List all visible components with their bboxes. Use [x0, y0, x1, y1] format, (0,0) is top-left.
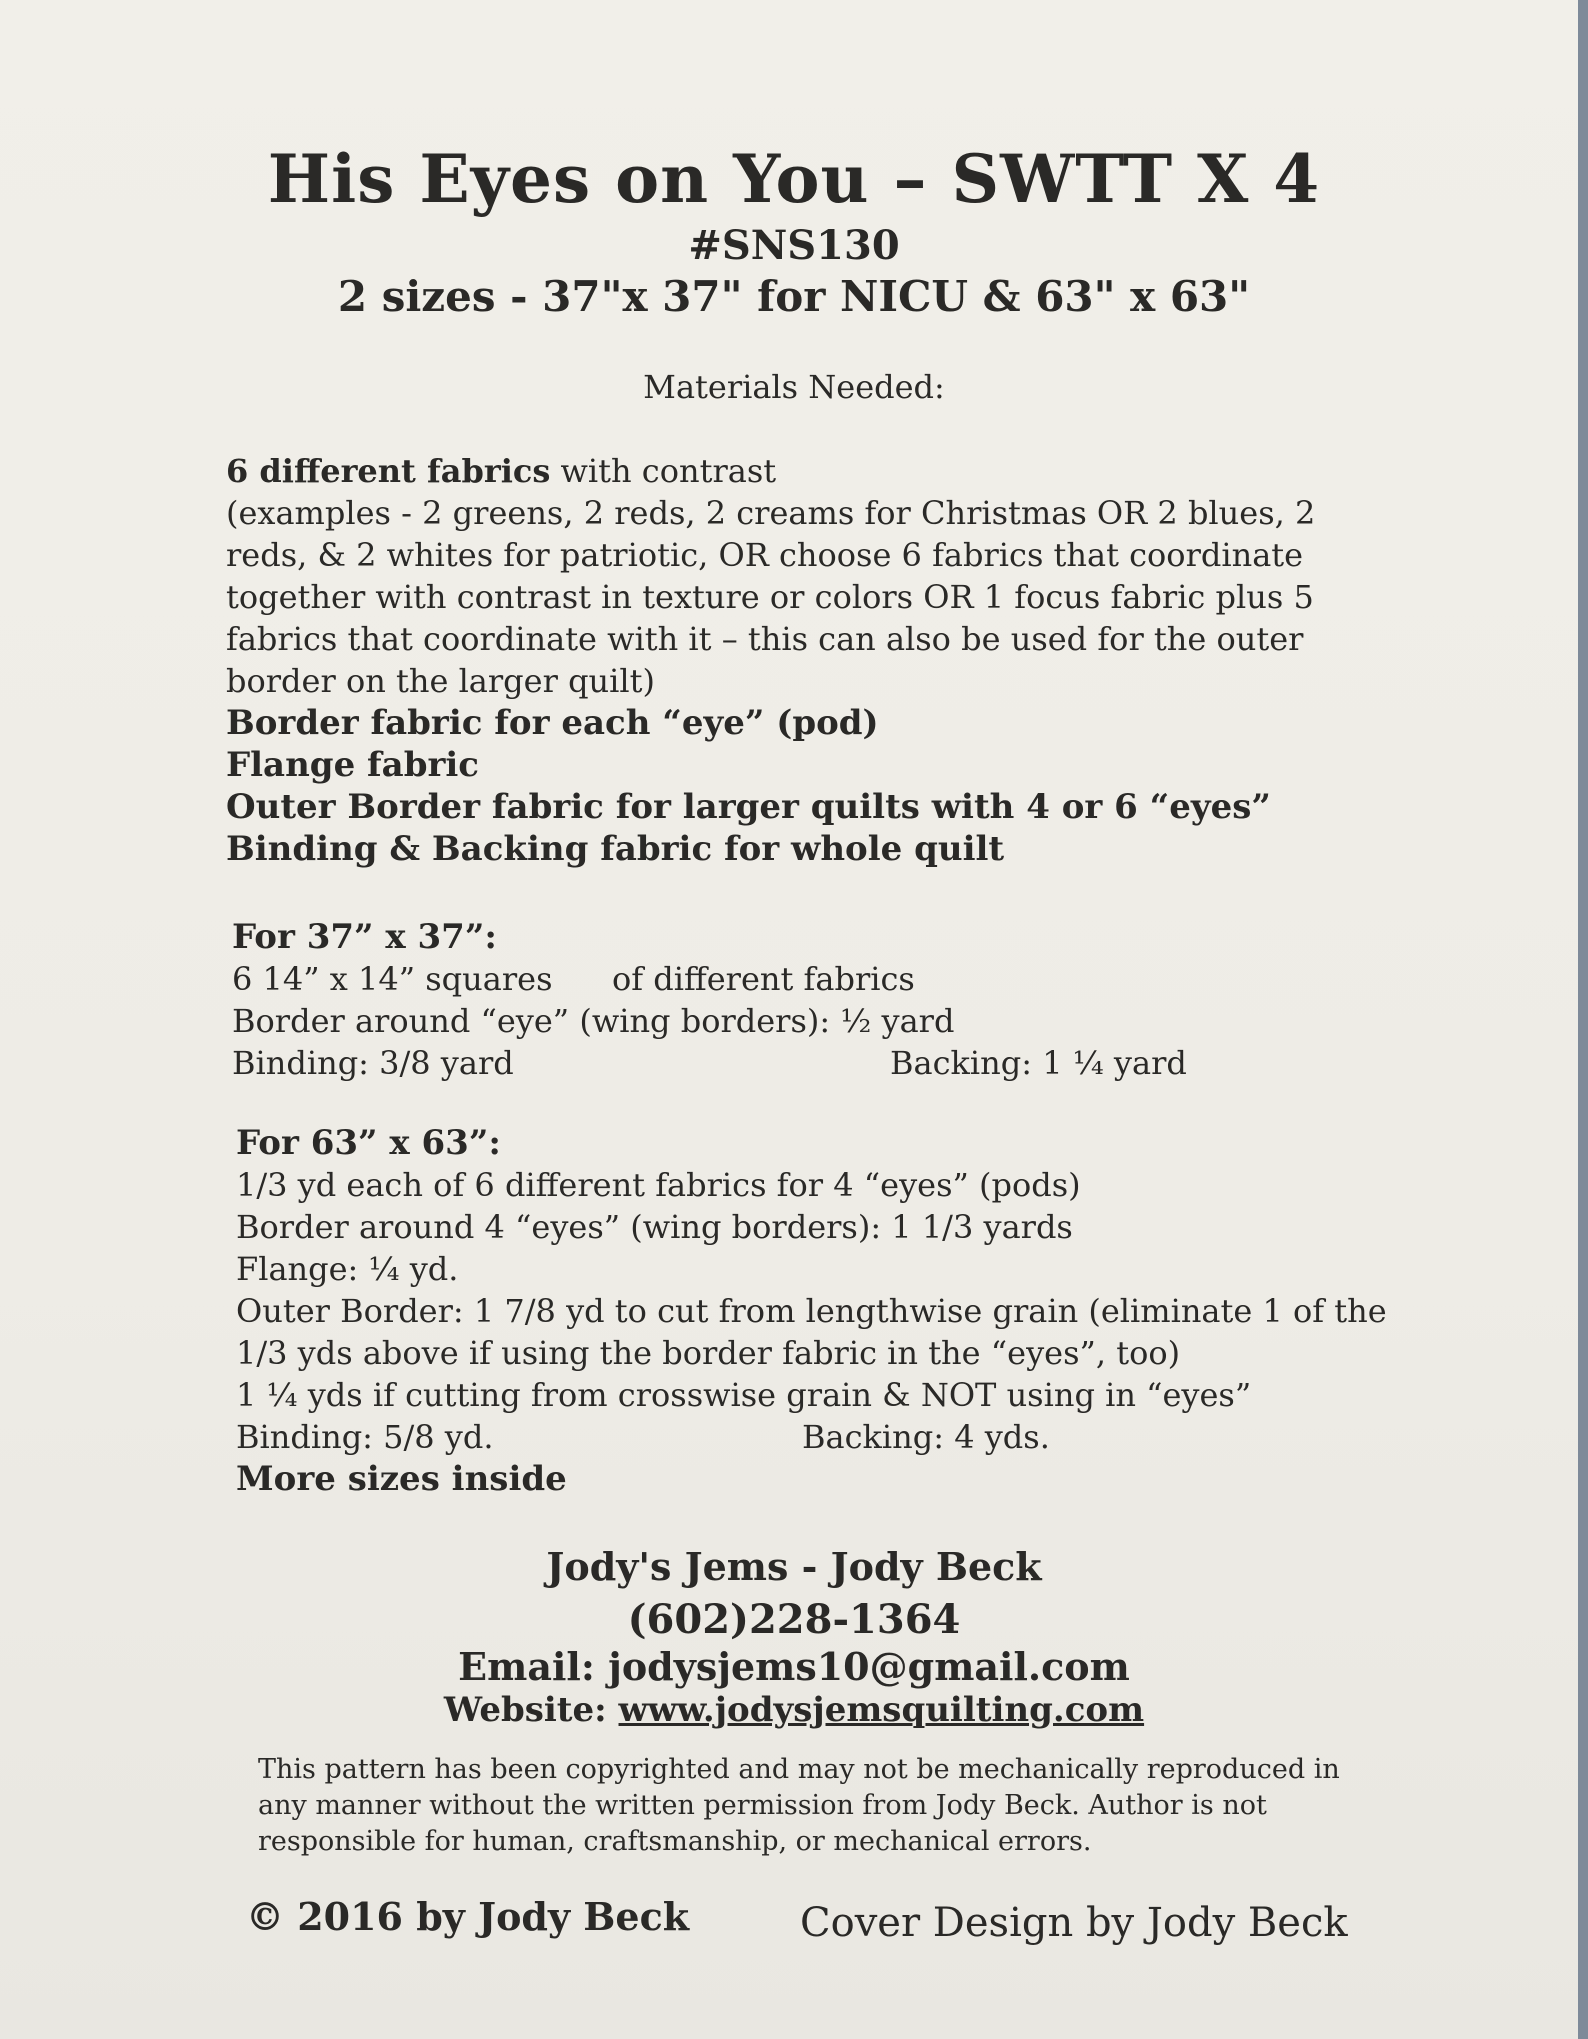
example-line: reds, & 2 whites for patriotic, OR choose 6 fabrics that coordinate [226, 536, 1304, 574]
section-heading: For 37” x 37”: [232, 917, 497, 957]
backing-text: Backing: 4 yds. [802, 1418, 1050, 1456]
binding-backing-row [236, 1416, 1396, 1458]
large-line: Outer Border: 1 7/8 yd to cut from lengthwise grain (eliminate 1 of the [236, 1292, 1387, 1330]
binding-backing-row [232, 1042, 1392, 1084]
fabrics-line [226, 450, 1386, 492]
large-line: Border around 4 “eyes” (wing borders): 1 1/3 yards [236, 1208, 1073, 1246]
email-address: Email: jodysjems10@gmail.com [458, 1644, 1130, 1689]
material-item: Border fabric for each “eye” (pod) [226, 703, 879, 743]
large-line: 1/3 yds above if using the border fabric in the “eyes”, too) [236, 1334, 1181, 1372]
border-line: Border around “eye” (wing borders): ½ yard [232, 1002, 955, 1040]
website-link[interactable]: www.jodysjemsquilting.com [618, 1690, 1145, 1730]
disclaimer-line: responsible for human, craftsmanship, or mechanical errors. [258, 1826, 1092, 1857]
size-summary: 2 sizes - 37"x 37" for NICU & 63" x 63" [337, 272, 1251, 321]
material-item: Outer Border fabric for larger quilts with 4 or 6 “eyes” [226, 787, 1271, 827]
copyright-disclaimer [258, 1752, 1368, 1860]
fabrics-bold: 6 different fabrics [226, 452, 551, 490]
materials-heading: Materials Needed: [643, 368, 945, 406]
large-size-section [236, 1122, 1396, 1500]
squares-text: 6 14” x 14” squares [232, 960, 553, 998]
large-line: Flange: ¼ yd. [236, 1250, 459, 1288]
large-line: 1/3 yd each of 6 different fabrics for 4 “eyes” (pods) [236, 1166, 1081, 1204]
phone-number: (602)228-1364 [627, 1596, 961, 1643]
designer-name: Jody's Jems - Jody Beck [546, 1544, 1042, 1589]
disclaimer-line: any manner without the written permission from Jody Beck. Author is not [258, 1790, 1267, 1821]
website-line [0, 1690, 1588, 1730]
small-size-section [232, 916, 1392, 1084]
binding-text: Binding: 3/8 yard [232, 1044, 514, 1082]
example-line: border on the larger quilt) [226, 662, 655, 700]
binding-text: Binding: 5/8 yd. [236, 1418, 494, 1456]
materials-list [226, 450, 1386, 870]
pattern-number: #SNS130 [688, 222, 900, 269]
cover-credit: Cover Design by Jody Beck [800, 1900, 1348, 1946]
disclaimer-line: This pattern has been copyrighted and may not be mechanically reproduced in [258, 1754, 1340, 1785]
large-line: 1 ¼ yds if cutting from crosswise grain & NOT using in “eyes” [236, 1376, 1252, 1414]
squares-row [232, 958, 1392, 1000]
material-item: Binding & Backing fabric for whole quilt [226, 829, 1005, 869]
example-line: fabrics that coordinate with it – this can also be used for the outer [226, 620, 1304, 658]
example-line: together with contrast in texture or colors OR 1 focus fabric plus 5 [226, 578, 1314, 616]
website-label: Website: [443, 1690, 619, 1730]
more-sizes-note: More sizes inside [236, 1459, 567, 1499]
squares-note: of different fabrics [612, 960, 915, 998]
material-item: Flange fabric [226, 745, 480, 785]
page-title: His Eyes on You – SWTT X 4 [267, 140, 1321, 218]
fabrics-rest: with contrast [550, 452, 777, 490]
backing-text: Backing: 1 ¼ yard [890, 1044, 1187, 1082]
example-line: (examples - 2 greens, 2 reds, 2 creams for Christmas OR 2 blues, 2 [226, 494, 1316, 532]
copyright-notice: © 2016 by Jody Beck [246, 1894, 690, 1939]
section-heading: For 63” x 63”: [236, 1123, 501, 1163]
